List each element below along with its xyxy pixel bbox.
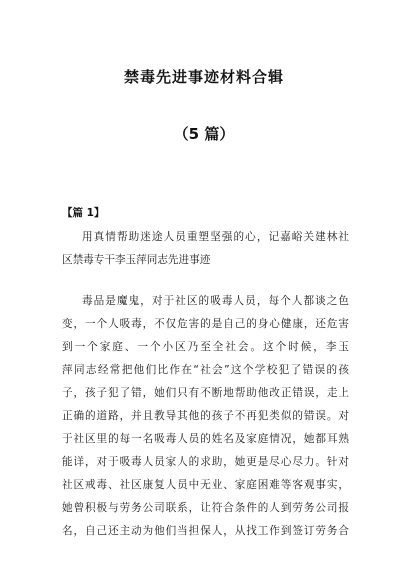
body-line: 子，孩子犯了错，她们只有不断地帮助他改正错误，走上 (62, 387, 349, 399)
document-title: 禁毒先进事迹材料合辑 (123, 68, 284, 86)
document-subtitle: （5 篇） (173, 125, 235, 143)
body-line: 到一个家庭、一个小区乃至全社会。这个时候，李玉 (62, 341, 349, 353)
body-line: 她曾积极与劳务公司联系，让符合条件的人到劳务公司报 (62, 502, 349, 514)
body-line: 能详，对于吸毒人员家人的求助，她更是尽心尽力。针对 (62, 456, 349, 468)
heading-line: 用真情帮助迷途人员重塑坚强的心，记嘉峪关建林社 (82, 231, 349, 243)
body-line: 名，自己还主动为他们当担保人，从找工作到签订劳务合 (62, 525, 349, 537)
body-line: 萍同志经常把他们比作在“社会”这个学校犯了错误的孩 (62, 364, 349, 376)
body-line: 于社区里的每一名吸毒人员的姓名及家庭情况，她都耳熟 (62, 433, 349, 445)
heading-line: 区禁毒专干李玉萍同志先进事迹 (62, 254, 211, 266)
body-line: 毒品是魔鬼，对于社区的吸毒人员，每个人都谈之色 (82, 295, 349, 307)
section-label: 【篇 1】 (62, 207, 105, 219)
body-line: 变，一个人吸毒，不仅危害的是自己的身心健康，还危害 (62, 318, 349, 330)
body-line: 社区戒毒、社区康复人员中无业、家庭困难等客观事实， (62, 479, 349, 491)
body-line: 正确的道路，并且教导其他的孩子不再犯类似的错误。对 (62, 410, 349, 422)
